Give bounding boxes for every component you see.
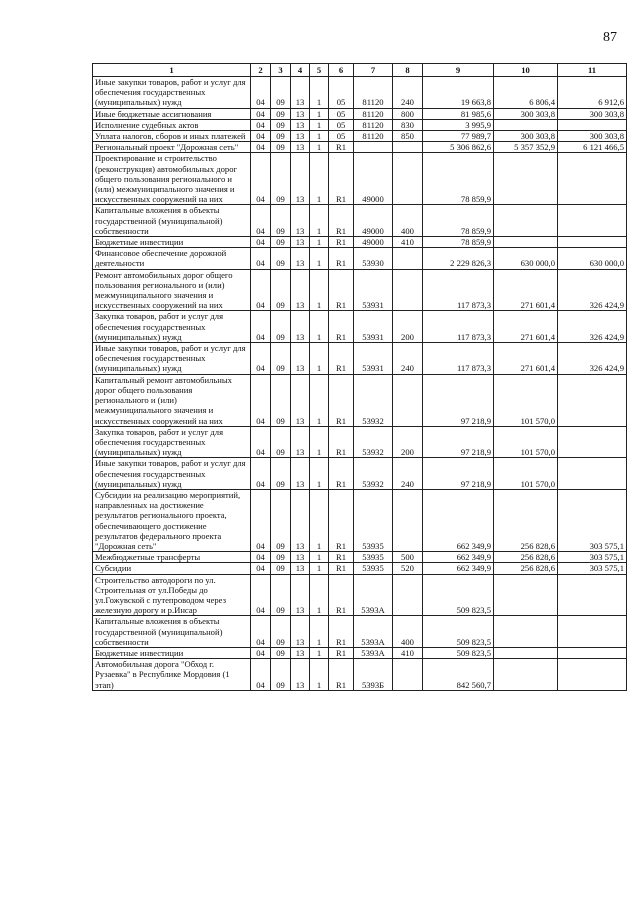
code-cell-col6: R1: [329, 248, 354, 269]
code-cell-col7: 53932: [354, 374, 393, 426]
code-cell-col8: 240: [393, 458, 423, 490]
code-cell-col6: R1: [329, 343, 354, 375]
code-cell-col3: 09: [271, 205, 291, 237]
amount-cell-col11: 300 303,8: [558, 131, 627, 142]
code-cell-col8: 800: [393, 108, 423, 119]
code-cell-col5: 1: [310, 574, 329, 616]
code-cell-col8: 410: [393, 647, 423, 658]
amount-cell-col11: 303 575,1: [558, 563, 627, 574]
code-cell-col6: R1: [329, 659, 354, 691]
code-cell-col6: R1: [329, 153, 354, 205]
table-row: [93, 659, 627, 691]
code-cell-col4: 13: [291, 563, 310, 574]
code-cell-col5: 1: [310, 489, 329, 551]
code-cell-col2: 04: [251, 552, 271, 563]
code-cell-col4: 13: [291, 108, 310, 119]
code-cell-col5: 1: [310, 142, 329, 153]
table-row: [93, 248, 627, 269]
code-cell-col2: 04: [251, 205, 271, 237]
table-row: [93, 563, 627, 574]
amount-cell-col10: 5 357 352,9: [494, 142, 558, 153]
row-name-cell: Ремонт автомобильных дорог общего пользования регионального и (или) межмуниципального значения и искусственных сооружений на них: [93, 269, 251, 311]
code-cell-col6: R1: [329, 563, 354, 574]
row-name-cell: Закупка товаров, работ и услуг для обеспечения государственных (муниципальных) нужд: [93, 426, 251, 458]
amount-cell-col10: 271 601,4: [494, 269, 558, 311]
amount-cell-col10: 101 570,0: [494, 426, 558, 458]
row-name-cell: Иные закупки товаров, работ и услуг для обеспечения государственных (муниципальных) нужд: [93, 458, 251, 490]
code-cell-col3: 09: [271, 552, 291, 563]
amount-cell-col9: 97 218,9: [423, 374, 494, 426]
code-cell-col4: 13: [291, 552, 310, 563]
code-cell-col6: R1: [329, 489, 354, 551]
amount-cell-col10: 271 601,4: [494, 311, 558, 343]
code-cell-col3: 09: [271, 343, 291, 375]
amount-cell-col11: [558, 647, 627, 658]
amount-cell-col11: [558, 458, 627, 490]
amount-cell-col10: [494, 237, 558, 248]
code-cell-col5: 1: [310, 343, 329, 375]
amount-cell-col11: 303 575,1: [558, 489, 627, 551]
row-name-cell: Капитальные вложения в объекты государственной (муниципальной) собственности: [93, 616, 251, 648]
code-cell-col7: 5393А: [354, 647, 393, 658]
code-cell-col2: 04: [251, 237, 271, 248]
row-name-cell: Закупка товаров, работ и услуг для обеспечения государственных (муниципальных) нужд: [93, 311, 251, 343]
code-cell-col3: 09: [271, 574, 291, 616]
row-name-cell: Иные закупки товаров, работ и услуг для обеспечения государственных (муниципальных) нужд: [93, 343, 251, 375]
code-cell-col8: [393, 153, 423, 205]
code-cell-col2: 04: [251, 563, 271, 574]
row-name-cell: Капитальные вложения в объекты государственной (муниципальной) собственности: [93, 205, 251, 237]
code-cell-col6: R1: [329, 142, 354, 153]
table-row: [93, 343, 627, 375]
amount-cell-col9: 842 560,7: [423, 659, 494, 691]
amount-cell-col11: [558, 374, 627, 426]
amount-cell-col11: 6 121 466,5: [558, 142, 627, 153]
column-header: 5: [310, 64, 329, 77]
code-cell-col8: 240: [393, 343, 423, 375]
code-cell-col8: 830: [393, 119, 423, 130]
code-cell-col6: 05: [329, 119, 354, 130]
amount-cell-col11: [558, 153, 627, 205]
table-row: [93, 426, 627, 458]
amount-cell-col11: 326 424,9: [558, 311, 627, 343]
column-header: 1: [93, 64, 251, 77]
code-cell-col2: 04: [251, 77, 271, 109]
amount-cell-col10: 256 828,6: [494, 489, 558, 551]
code-cell-col6: R1: [329, 458, 354, 490]
code-cell-col3: 09: [271, 311, 291, 343]
code-cell-col2: 04: [251, 269, 271, 311]
code-cell-col4: 13: [291, 119, 310, 130]
code-cell-col3: 09: [271, 489, 291, 551]
amount-cell-col9: 662 349,9: [423, 563, 494, 574]
code-cell-col7: 81120: [354, 131, 393, 142]
amount-cell-col10: [494, 616, 558, 648]
code-cell-col8: 850: [393, 131, 423, 142]
amount-cell-col9: 509 823,5: [423, 574, 494, 616]
code-cell-col2: 04: [251, 574, 271, 616]
code-cell-col7: 49000: [354, 153, 393, 205]
code-cell-col2: 04: [251, 659, 271, 691]
table-row: [93, 616, 627, 648]
code-cell-col2: 04: [251, 153, 271, 205]
row-name-cell: Капитальный ремонт автомобильных дорог общего пользования регионального и (или) межмуниципального значения и искусственных сооружений на них: [93, 374, 251, 426]
code-cell-col6: 05: [329, 131, 354, 142]
page-number: 87: [603, 30, 617, 45]
table-row: [93, 552, 627, 563]
amount-cell-col9: 662 349,9: [423, 489, 494, 551]
code-cell-col7: 53931: [354, 269, 393, 311]
row-name-cell: Иные бюджетные ассигнования: [93, 108, 251, 119]
column-header: 3: [271, 64, 291, 77]
code-cell-col8: 240: [393, 77, 423, 109]
amount-cell-col9: 117 873,3: [423, 343, 494, 375]
code-cell-col6: R1: [329, 616, 354, 648]
code-cell-col5: 1: [310, 616, 329, 648]
row-name-cell: Субсидии на реализацию мероприятий, направленных на достижение результатов регионального проекта, обеспечивающего достижение результатов федерального проекта "Дорожная сеть": [93, 489, 251, 551]
code-cell-col6: 05: [329, 77, 354, 109]
code-cell-col6: R1: [329, 574, 354, 616]
amount-cell-col10: 6 806,4: [494, 77, 558, 109]
amount-cell-col10: 101 570,0: [494, 458, 558, 490]
code-cell-col8: [393, 269, 423, 311]
row-name-cell: Иные закупки товаров, работ и услуг для обеспечения государственных (муниципальных) нужд: [93, 77, 251, 109]
amount-cell-col10: [494, 574, 558, 616]
amount-cell-col10: [494, 119, 558, 130]
code-cell-col5: 1: [310, 311, 329, 343]
amount-cell-col9: 97 218,9: [423, 426, 494, 458]
code-cell-col3: 09: [271, 153, 291, 205]
table-row: [93, 131, 627, 142]
code-cell-col7: 53932: [354, 458, 393, 490]
amount-cell-col10: 256 828,6: [494, 552, 558, 563]
table-row: [93, 458, 627, 490]
amount-cell-col9: 77 989,7: [423, 131, 494, 142]
row-name-cell: Уплата налогов, сборов и иных платежей: [93, 131, 251, 142]
table-row: [93, 574, 627, 616]
table-row: [93, 647, 627, 658]
code-cell-col5: 1: [310, 426, 329, 458]
code-cell-col3: 09: [271, 248, 291, 269]
amount-cell-col9: 509 823,5: [423, 616, 494, 648]
code-cell-col4: 13: [291, 659, 310, 691]
table-row: [93, 374, 627, 426]
amount-cell-col9: 81 985,6: [423, 108, 494, 119]
amount-cell-col10: [494, 153, 558, 205]
column-header: 2: [251, 64, 271, 77]
code-cell-col4: 13: [291, 205, 310, 237]
row-name-cell: Региональный проект "Дорожная сеть": [93, 142, 251, 153]
column-header: 9: [423, 64, 494, 77]
amount-cell-col10: [494, 647, 558, 658]
amount-cell-col10: 256 828,6: [494, 563, 558, 574]
code-cell-col4: 13: [291, 77, 310, 109]
row-name-cell: Финансовое обеспечение дорожной деятельности: [93, 248, 251, 269]
column-header: 10: [494, 64, 558, 77]
amount-cell-col9: 78 859,9: [423, 237, 494, 248]
code-cell-col7: 5393Б: [354, 659, 393, 691]
amount-cell-col9: 19 663,8: [423, 77, 494, 109]
row-name-cell: Строительство автодороги по ул. Строительная от ул.Победы до ул.Гожувской с путепроводом через железную дорогу и р.Инсар: [93, 574, 251, 616]
code-cell-col2: 04: [251, 616, 271, 648]
code-cell-col5: 1: [310, 108, 329, 119]
table-header-row: [93, 64, 627, 77]
code-cell-col8: [393, 374, 423, 426]
row-name-cell: Бюджетные инвестиции: [93, 237, 251, 248]
code-cell-col4: 13: [291, 458, 310, 490]
amount-cell-col11: [558, 119, 627, 130]
code-cell-col6: R1: [329, 374, 354, 426]
code-cell-col5: 1: [310, 458, 329, 490]
table-row: [93, 142, 627, 153]
code-cell-col4: 13: [291, 237, 310, 248]
amount-cell-col10: 300 303,8: [494, 131, 558, 142]
code-cell-col8: [393, 659, 423, 691]
code-cell-col5: 1: [310, 659, 329, 691]
column-header: 6: [329, 64, 354, 77]
code-cell-col5: 1: [310, 552, 329, 563]
code-cell-col4: 13: [291, 343, 310, 375]
code-cell-col4: 13: [291, 311, 310, 343]
code-cell-col8: 400: [393, 205, 423, 237]
row-name-cell: Субсидии: [93, 563, 251, 574]
code-cell-col3: 09: [271, 659, 291, 691]
table-row: [93, 269, 627, 311]
row-name-cell: Проектирование и строительство (реконструкция) автомобильных дорог общего пользования регионального и (или) межмуниципального значения и искусственных сооружений на них: [93, 153, 251, 205]
amount-cell-col9: 509 823,5: [423, 647, 494, 658]
table-row: [93, 205, 627, 237]
code-cell-col5: 1: [310, 269, 329, 311]
budget-table: [92, 63, 627, 691]
code-cell-col6: 05: [329, 108, 354, 119]
code-cell-col8: 410: [393, 237, 423, 248]
column-header: 8: [393, 64, 423, 77]
amount-cell-col10: 271 601,4: [494, 343, 558, 375]
code-cell-col7: 5393А: [354, 616, 393, 648]
amount-cell-col11: 303 575,1: [558, 552, 627, 563]
code-cell-col4: 13: [291, 616, 310, 648]
code-cell-col7: 53935: [354, 563, 393, 574]
code-cell-col8: [393, 142, 423, 153]
code-cell-col8: 500: [393, 552, 423, 563]
amount-cell-col9: 3 995,9: [423, 119, 494, 130]
code-cell-col2: 04: [251, 248, 271, 269]
code-cell-col8: 200: [393, 426, 423, 458]
code-cell-col6: R1: [329, 311, 354, 343]
code-cell-col7: 53935: [354, 489, 393, 551]
code-cell-col4: 13: [291, 647, 310, 658]
code-cell-col4: 13: [291, 153, 310, 205]
column-header: 4: [291, 64, 310, 77]
code-cell-col5: 1: [310, 374, 329, 426]
code-cell-col6: R1: [329, 269, 354, 311]
code-cell-col6: R1: [329, 205, 354, 237]
code-cell-col4: 13: [291, 489, 310, 551]
code-cell-col2: 04: [251, 108, 271, 119]
amount-cell-col9: 662 349,9: [423, 552, 494, 563]
code-cell-col2: 04: [251, 426, 271, 458]
row-name-cell: Исполнение судебных актов: [93, 119, 251, 130]
code-cell-col5: 1: [310, 131, 329, 142]
code-cell-col5: 1: [310, 237, 329, 248]
code-cell-col3: 09: [271, 237, 291, 248]
code-cell-col2: 04: [251, 311, 271, 343]
code-cell-col7: 53931: [354, 311, 393, 343]
code-cell-col6: R1: [329, 647, 354, 658]
code-cell-col4: 13: [291, 131, 310, 142]
code-cell-col7: [354, 142, 393, 153]
code-cell-col5: 1: [310, 119, 329, 130]
amount-cell-col11: [558, 574, 627, 616]
code-cell-col5: 1: [310, 77, 329, 109]
code-cell-col8: 400: [393, 616, 423, 648]
row-name-cell: Межбюджетные трансферты: [93, 552, 251, 563]
amount-cell-col11: [558, 616, 627, 648]
code-cell-col8: [393, 489, 423, 551]
amount-cell-col11: [558, 659, 627, 691]
amount-cell-col9: 97 218,9: [423, 458, 494, 490]
amount-cell-col9: 2 229 826,3: [423, 248, 494, 269]
amount-cell-col9: 117 873,3: [423, 311, 494, 343]
amount-cell-col10: 630 000,0: [494, 248, 558, 269]
code-cell-col7: 53930: [354, 248, 393, 269]
code-cell-col7: 53932: [354, 426, 393, 458]
amount-cell-col10: [494, 659, 558, 691]
code-cell-col6: R1: [329, 426, 354, 458]
code-cell-col5: 1: [310, 153, 329, 205]
code-cell-col3: 09: [271, 426, 291, 458]
amount-cell-col11: 630 000,0: [558, 248, 627, 269]
amount-cell-col11: 326 424,9: [558, 343, 627, 375]
code-cell-col7: 5393А: [354, 574, 393, 616]
amount-cell-col11: [558, 237, 627, 248]
column-header: 11: [558, 64, 627, 77]
code-cell-col8: [393, 248, 423, 269]
amount-cell-col11: 6 912,6: [558, 77, 627, 109]
amount-cell-col11: [558, 426, 627, 458]
code-cell-col4: 13: [291, 248, 310, 269]
amount-cell-col9: 78 859,9: [423, 205, 494, 237]
code-cell-col4: 13: [291, 426, 310, 458]
table-row: [93, 119, 627, 130]
code-cell-col3: 09: [271, 269, 291, 311]
code-cell-col6: R1: [329, 552, 354, 563]
table-body: [93, 77, 627, 691]
amount-cell-col10: [494, 205, 558, 237]
code-cell-col3: 09: [271, 616, 291, 648]
code-cell-col7: 81120: [354, 119, 393, 130]
code-cell-col2: 04: [251, 489, 271, 551]
code-cell-col3: 09: [271, 142, 291, 153]
code-cell-col3: 09: [271, 131, 291, 142]
code-cell-col2: 04: [251, 119, 271, 130]
code-cell-col4: 13: [291, 142, 310, 153]
code-cell-col8: 200: [393, 311, 423, 343]
row-name-cell: Бюджетные инвестиции: [93, 647, 251, 658]
code-cell-col2: 04: [251, 647, 271, 658]
amount-cell-col10: 300 303,8: [494, 108, 558, 119]
code-cell-col3: 09: [271, 563, 291, 574]
code-cell-col8: 520: [393, 563, 423, 574]
code-cell-col2: 04: [251, 458, 271, 490]
code-cell-col6: R1: [329, 237, 354, 248]
code-cell-col5: 1: [310, 205, 329, 237]
amount-cell-col10: 101 570,0: [494, 374, 558, 426]
code-cell-col7: 49000: [354, 205, 393, 237]
table-row: [93, 237, 627, 248]
amount-cell-col11: 326 424,9: [558, 269, 627, 311]
row-name-cell: Автомобильная дорога "Обход г. Рузаевка" в Республике Мордовия (1 этап): [93, 659, 251, 691]
code-cell-col5: 1: [310, 563, 329, 574]
code-cell-col2: 04: [251, 343, 271, 375]
code-cell-col3: 09: [271, 647, 291, 658]
code-cell-col3: 09: [271, 374, 291, 426]
code-cell-col4: 13: [291, 374, 310, 426]
table-row: [93, 311, 627, 343]
code-cell-col3: 09: [271, 108, 291, 119]
amount-cell-col9: 5 306 862,6: [423, 142, 494, 153]
code-cell-col3: 09: [271, 119, 291, 130]
table-row: [93, 153, 627, 205]
code-cell-col5: 1: [310, 248, 329, 269]
code-cell-col3: 09: [271, 77, 291, 109]
code-cell-col3: 09: [271, 458, 291, 490]
amount-cell-col11: 300 303,8: [558, 108, 627, 119]
code-cell-col7: 53931: [354, 343, 393, 375]
amount-cell-col11: [558, 205, 627, 237]
code-cell-col2: 04: [251, 142, 271, 153]
amount-cell-col9: 78 859,9: [423, 153, 494, 205]
table-row: [93, 489, 627, 551]
code-cell-col7: 49000: [354, 237, 393, 248]
code-cell-col2: 04: [251, 374, 271, 426]
code-cell-col4: 13: [291, 574, 310, 616]
table-row: [93, 108, 627, 119]
amount-cell-col9: 117 873,3: [423, 269, 494, 311]
code-cell-col5: 1: [310, 647, 329, 658]
column-header: 7: [354, 64, 393, 77]
code-cell-col2: 04: [251, 131, 271, 142]
code-cell-col8: [393, 574, 423, 616]
table-row: [93, 77, 627, 109]
code-cell-col7: 81120: [354, 77, 393, 109]
code-cell-col4: 13: [291, 269, 310, 311]
code-cell-col7: 81120: [354, 108, 393, 119]
code-cell-col7: 53935: [354, 552, 393, 563]
